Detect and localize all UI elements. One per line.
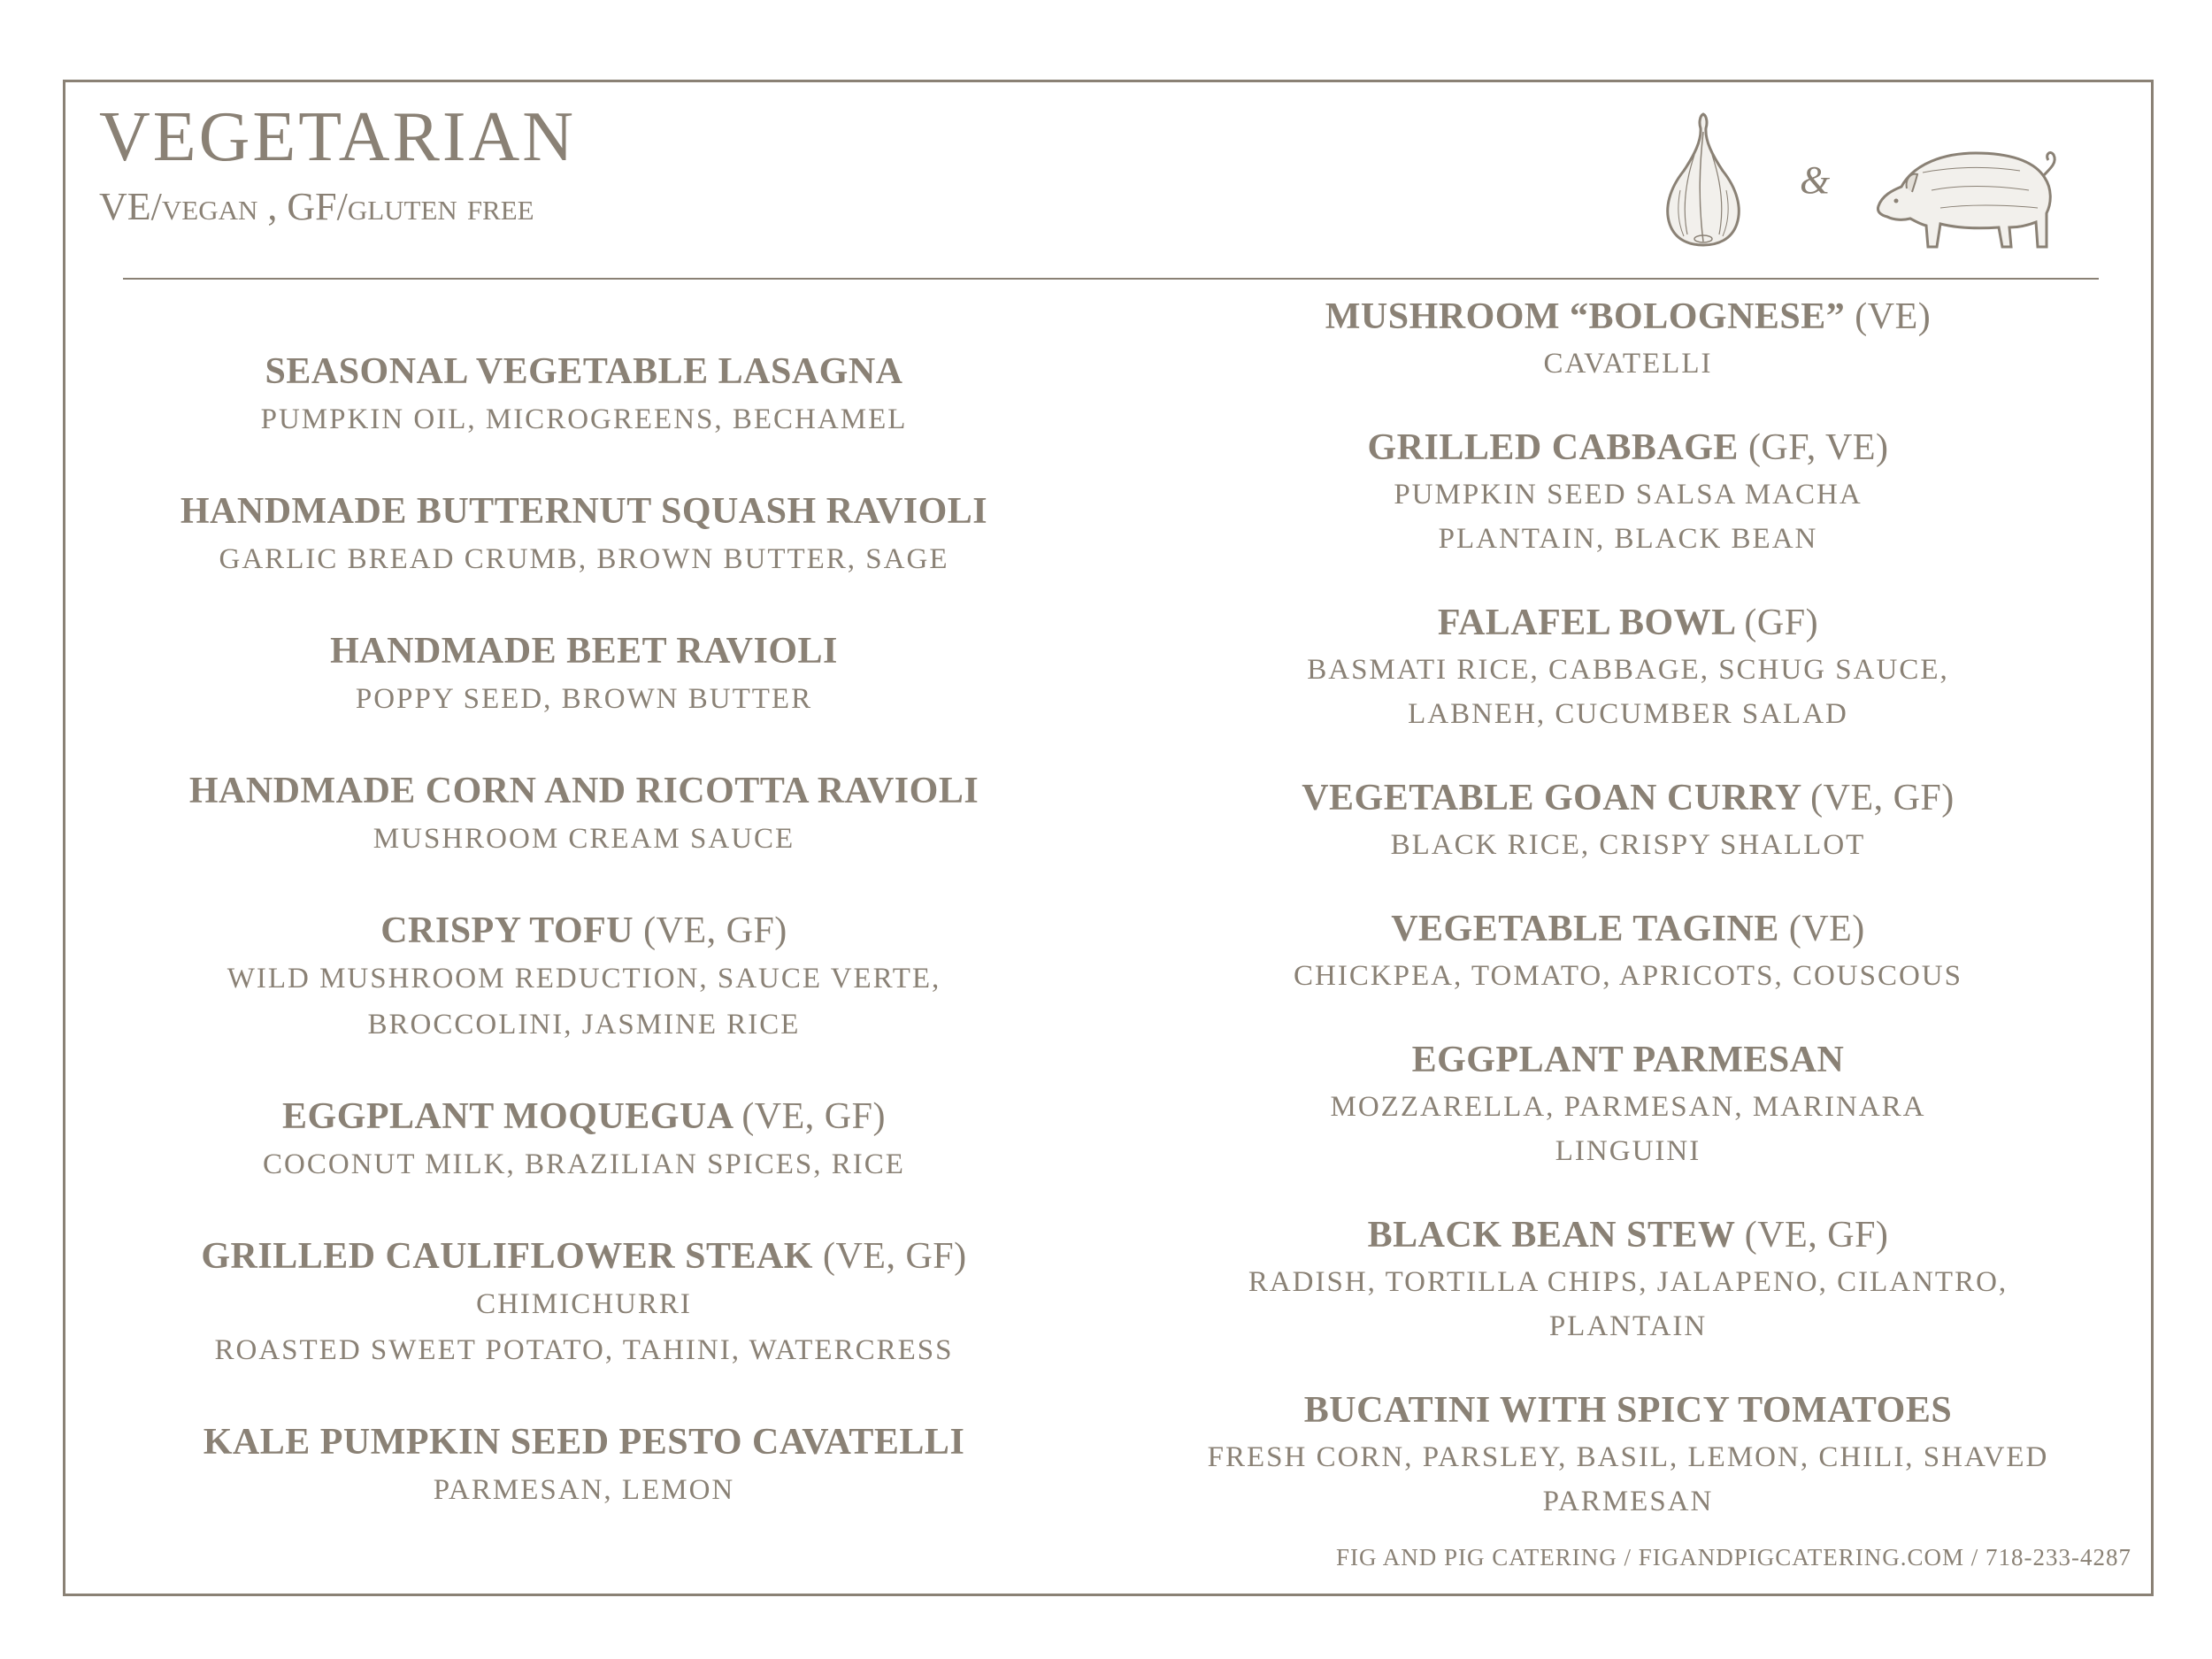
website-link[interactable]: FIGANDPIGCATERING.COM — [1638, 1544, 1964, 1571]
menu-item — [1141, 904, 2115, 998]
dish-name: SEASONAL VEGETABLE LASAGNA — [265, 351, 903, 392]
menu-item — [1141, 773, 2115, 867]
menu-item — [1141, 292, 2115, 386]
dish-name: FALAFEL BOWL (GF) — [1437, 603, 1819, 643]
right-menu-column — [1141, 292, 2115, 1561]
pig-icon — [1870, 137, 2062, 252]
menu-item — [142, 766, 1026, 862]
footer-separator: / — [1964, 1544, 1986, 1571]
legend-ve-code: VE — [99, 185, 151, 228]
dish-name: EGGPLANT MOQUEGUA (VE, GF) — [282, 1096, 886, 1137]
footer-separator: / — [1617, 1544, 1639, 1571]
dish-description: CHICKPEA, TOMATO, APRICOTS, COUSCOUS — [1294, 960, 1962, 992]
dietary-tag: (GF) — [1744, 603, 1819, 643]
dietary-tag: (GF, VE) — [1747, 427, 1889, 468]
menu-item — [142, 487, 1026, 582]
dish-description: POPPY SEED, BROWN BUTTER — [355, 683, 813, 715]
dish-name: GRILLED CABBAGE (GF, VE) — [1367, 427, 1889, 468]
left-menu-column — [142, 347, 1026, 1557]
dish-description: PUMPKIN SEED SALSA MACHA — [1394, 479, 1863, 511]
dish-description: LABNEH, CUCUMBER SALAD — [1408, 698, 1848, 730]
dish-description: FRESH CORN, PARSLEY, BASIL, LEMON, CHILI, SHAVED PARMESAN — [1207, 1441, 2049, 1517]
dietary-tag: (VE, GF) — [1744, 1215, 1889, 1256]
dish-description: CHIMICHURRI — [476, 1288, 692, 1320]
menu-item — [142, 1417, 1026, 1513]
dish-description: BASMATI RICE, CABBAGE, SCHUG SAUCE, — [1307, 654, 1949, 686]
dish-description: BROCCOLINI, JASMINE RICE — [367, 1009, 801, 1041]
legend-separator: , — [257, 185, 288, 228]
fig-icon — [1659, 111, 1747, 248]
header-divider — [123, 278, 2099, 280]
dish-description: PUMPKIN OIL, MICROGREENS, BECHAMEL — [260, 403, 908, 435]
dish-name: HANDMADE CORN AND RICOTTA RAVIOLI — [188, 771, 979, 811]
dish-description: GARLIC BREAD CRUMB, BROWN BUTTER, SAGE — [219, 543, 949, 575]
dish-description: ROASTED SWEET POTATO, TAHINI, WATERCRESS — [214, 1334, 954, 1366]
menu-item — [142, 626, 1026, 722]
dietary-tag: (VE, GF) — [643, 910, 787, 951]
dish-description: BLACK RICE, CRISPY SHALLOT — [1390, 829, 1866, 861]
legend-ve-text: /vegan — [150, 185, 258, 228]
dish-description: PLANTAIN, BLACK BEAN — [1438, 523, 1818, 555]
dish-description: PLANTAIN — [1548, 1310, 1708, 1342]
menu-item — [1141, 1386, 2115, 1524]
dish-name: BUCATINI WITH SPICY TOMATOES — [1303, 1390, 1953, 1431]
dish-description: RADISH, TORTILLA CHIPS, JALAPENO, CILANTRO, — [1248, 1266, 2008, 1298]
dish-description: LINGUINI — [1555, 1135, 1701, 1167]
menu-item — [1141, 1035, 2115, 1173]
dish-description: MUSHROOM CREAM SAUCE — [373, 823, 795, 855]
dish-name: KALE PUMPKIN SEED PESTO CAVATELLI — [203, 1422, 965, 1463]
phone-number: 718-233-4287 — [1985, 1544, 2131, 1571]
dish-name: EGGPLANT PARMESAN — [1411, 1040, 1845, 1080]
dish-name: VEGETABLE TAGINE (VE) — [1391, 909, 1865, 949]
dish-name: GRILLED CAULIFLOWER STEAK (VE, GF) — [201, 1236, 967, 1277]
company-name: FIG AND PIG CATERING — [1335, 1544, 1617, 1571]
dish-name: BLACK BEAN STEW (VE, GF) — [1367, 1215, 1889, 1256]
menu-item — [1141, 598, 2115, 736]
dish-description: CAVATELLI — [1543, 348, 1713, 380]
dish-description: WILD MUSHROOM REDUCTION, SAUCE VERTE, — [227, 963, 941, 995]
page-title: VEGETARIAN — [99, 98, 577, 176]
dish-name: VEGETABLE GOAN CURRY (VE, GF) — [1302, 778, 1955, 818]
dish-description: MOZZARELLA, PARMESAN, MARINARA — [1330, 1091, 1926, 1123]
menu-item — [142, 347, 1026, 442]
dish-description: COCONUT MILK, BRAZILIAN SPICES, RICE — [263, 1148, 905, 1180]
legend-gf-code: GF — [287, 185, 337, 228]
dish-description: PARMESAN, LEMON — [433, 1474, 735, 1506]
dietary-tag: (VE, GF) — [741, 1096, 886, 1137]
menu-item — [142, 1232, 1026, 1373]
menu-item — [1141, 423, 2115, 561]
footer-contact — [1336, 1544, 2131, 1571]
dish-name: CRISPY TOFU (VE, GF) — [380, 910, 787, 951]
menu-item — [142, 906, 1026, 1048]
dietary-tag: (VE, GF) — [822, 1236, 967, 1277]
dish-name: HANDMADE BEET RAVIOLI — [330, 631, 838, 672]
legend-gf-text: /gluten free — [336, 185, 534, 228]
menu-item — [1141, 1210, 2115, 1348]
dish-name: MUSHROOM “BOLOGNESE” (VE) — [1325, 296, 1932, 337]
dietary-legend — [99, 184, 534, 229]
dietary-tag: (VE) — [1855, 296, 1932, 337]
menu-item — [142, 1092, 1026, 1187]
dietary-tag: (VE) — [1788, 909, 1865, 949]
dietary-tag: (VE, GF) — [1810, 778, 1955, 818]
dish-name: HANDMADE BUTTERNUT SQUASH RAVIOLI — [180, 491, 988, 532]
logo-ampersand: & — [1800, 158, 1831, 202]
